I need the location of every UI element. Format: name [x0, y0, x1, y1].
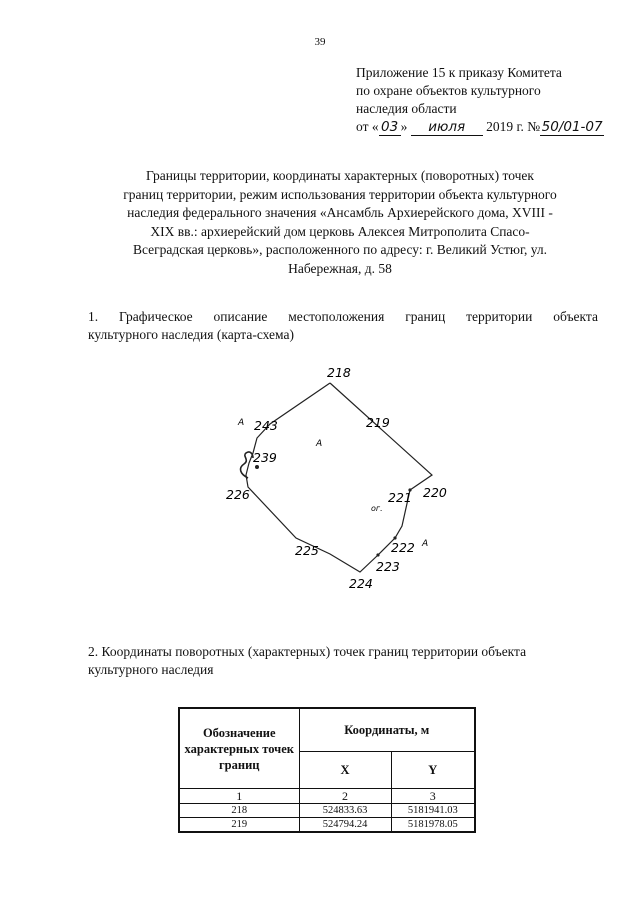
appendix-date-line [356, 118, 604, 136]
title-line: границ территории, режим использования территории объекта культурного [123, 186, 557, 202]
map-mark: А [238, 418, 245, 428]
date-day: 03 [379, 120, 401, 136]
title-line: XIX вв.: архиерейский дом церковь Алексея Митрополита Спасо- [150, 223, 530, 239]
coordinates-table [178, 707, 476, 833]
section-1-line-1: 1. Графическое описание местоположения границ территории объекта [88, 309, 598, 324]
column-index: 3 [391, 789, 475, 804]
boundary-point-mark [376, 553, 379, 556]
boundary-map [200, 350, 460, 595]
cell-y: 5181941.03 [391, 804, 475, 818]
date-prefix: от « [356, 119, 379, 134]
column-index: 1 [179, 789, 299, 804]
point-label-219: 219 [366, 415, 390, 430]
appendix-header [356, 64, 604, 136]
point-label-223: 223 [376, 559, 400, 574]
title-line: Набережная, д. 58 [288, 260, 392, 276]
document-title [70, 167, 610, 279]
title-line: Всеградская церковь», расположенного по адресу: г. Великий Устюг, ул. [132, 242, 548, 258]
section-1-heading [88, 308, 598, 344]
cell-x: 524833.63 [299, 804, 391, 818]
date-month: июля [411, 120, 483, 136]
point-label-243: 243 [254, 418, 278, 433]
column-index: 2 [299, 789, 391, 804]
map-mark: ог. [371, 504, 383, 513]
cell-point: 218 [179, 804, 299, 818]
page-number: 39 [314, 36, 326, 48]
cell-x: 524794.24 [299, 818, 391, 833]
header-y: Y [391, 752, 475, 789]
point-label-220: 220 [423, 485, 447, 500]
order-number: 50/01-07 [541, 119, 603, 135]
section-1-line-2: культурного наследия (карта-схема) [88, 327, 294, 342]
appendix-line-2: по охране объектов культурного [356, 83, 541, 98]
point-label-221: 221 [388, 490, 412, 505]
date-day-close: » [400, 119, 408, 134]
date-year: 2019 г. № [486, 119, 541, 134]
cell-y: 5181978.05 [391, 818, 475, 833]
title-line: Границы территории, координаты характерных (поворотных) точек [146, 168, 534, 183]
header-x: X [299, 752, 391, 789]
table-row [179, 804, 475, 818]
point-label-218: 218 [327, 365, 351, 380]
boundary-point-mark [255, 465, 259, 469]
map-mark: А [316, 439, 323, 449]
cell-point: 219 [179, 818, 299, 833]
section-2-line-2: культурного наследия [88, 662, 214, 677]
point-label-239: 239 [253, 450, 277, 465]
section-2-heading [88, 643, 598, 679]
header-coordinates: Координаты, м [299, 708, 475, 752]
point-label-225: 225 [295, 543, 319, 558]
appendix-line-3: наследия области [356, 101, 457, 116]
map-mark: А [422, 539, 429, 549]
section-2-line-1: 2. Координаты поворотных (характерных) точек границ территории объекта [88, 644, 527, 659]
table-row [179, 818, 475, 833]
title-line: наследия федерального значения «Ансамбль Архиерейского дома, XVIII - [127, 205, 553, 221]
appendix-line-1: Приложение 15 к приказу Комитета [356, 65, 562, 80]
point-label-224: 224 [349, 576, 373, 591]
point-label-222: 222 [391, 540, 415, 555]
header-designation: Обозначение характерных точек границ [179, 708, 299, 789]
point-label-226: 226 [226, 487, 250, 502]
